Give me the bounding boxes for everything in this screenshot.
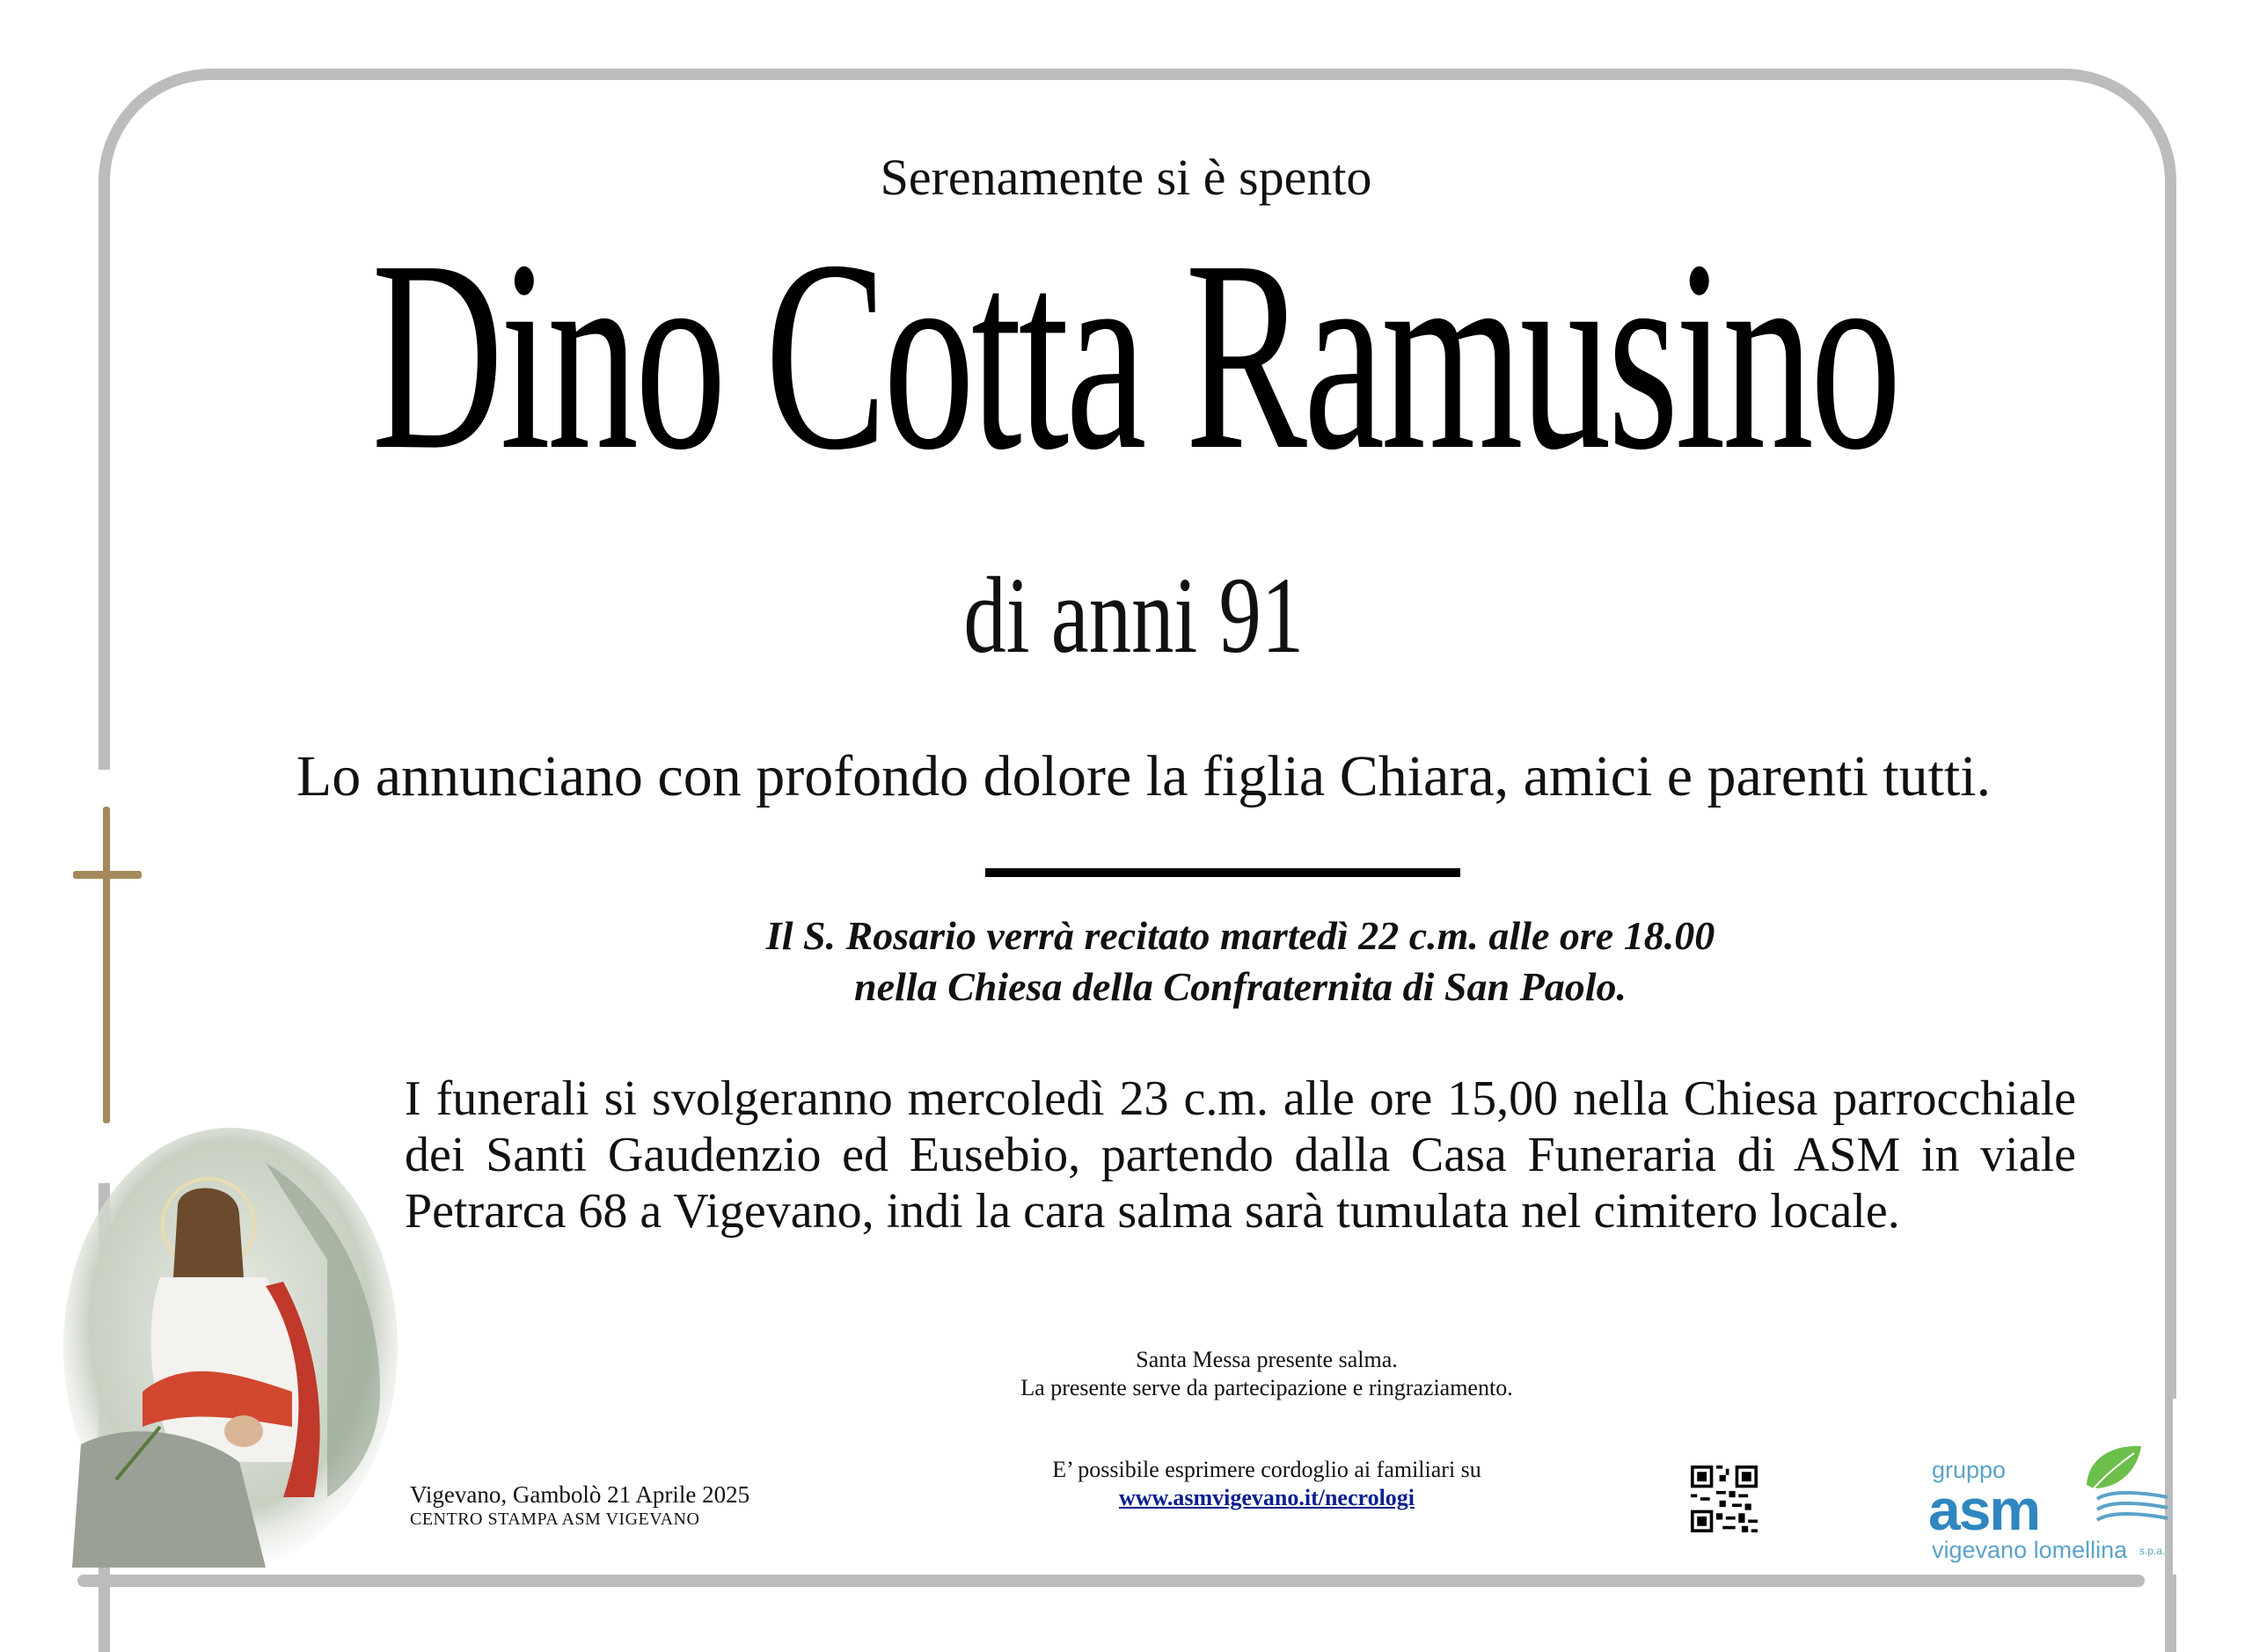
separator-line <box>985 868 1460 877</box>
mass-line-1: Santa Messa presente salma. <box>1136 1347 1398 1372</box>
bottom-rule <box>77 1575 2145 1587</box>
logo-gruppo: gruppo <box>1932 1457 2007 1483</box>
logo-subtitle: vigevano lomellina <box>1932 1537 2128 1563</box>
rosary-line-2: nella Chiesa della Confraternita di San Paolo. <box>854 964 1627 1009</box>
praying-jesus-image <box>63 1128 406 1568</box>
necrologi-link[interactable]: www.asmvigevano.it/necrologi <box>1118 1485 1415 1510</box>
rosary-info <box>114 910 2252 1012</box>
deceased-age: di anni 91 <box>963 555 1305 676</box>
condolence-line: E’ possibile esprimere cordoglio ai familiari su <box>1052 1457 1481 1482</box>
qr-code-icon <box>1691 1466 1758 1532</box>
mass-info <box>141 1346 2252 1402</box>
deceased-name: Dino Cotta Ramusino <box>371 205 1898 507</box>
funeral-info: I funerali si svolgeranno mercoledì 23 c.m. alle ore 15,00 nella Chiesa parrocchiale dei Santi Gaudenzio ed Eusebio, partendo dalla Casa Funeraria di ASM in viale Petrarca 68 a Vigevano, indi la cara salma sarà tumulata nel cimitero locale. <box>405 1071 2076 1239</box>
intro-text: Serenamente si è spento <box>880 149 1372 206</box>
printer-credit: CENTRO STAMPA ASM VIGEVANO <box>410 1509 700 1529</box>
logo-spa: s.p.a. <box>2139 1545 2166 1557</box>
rosary-line-1: Il S. Rosario verrà recitato martedì 22 c.m. alle ore 18.00 <box>765 913 1715 958</box>
logo-asm: asm <box>1928 1477 2040 1542</box>
announcement-text: Lo annunciano con profondo dolore la figlia Chiara, amici e parenti tutti. <box>296 744 1992 808</box>
mass-line-2: La presente serve da partecipazione e ringraziamento. <box>1020 1375 1513 1400</box>
place-date: Vigevano, Gambolò 21 Aprile 2025 <box>410 1481 750 1508</box>
